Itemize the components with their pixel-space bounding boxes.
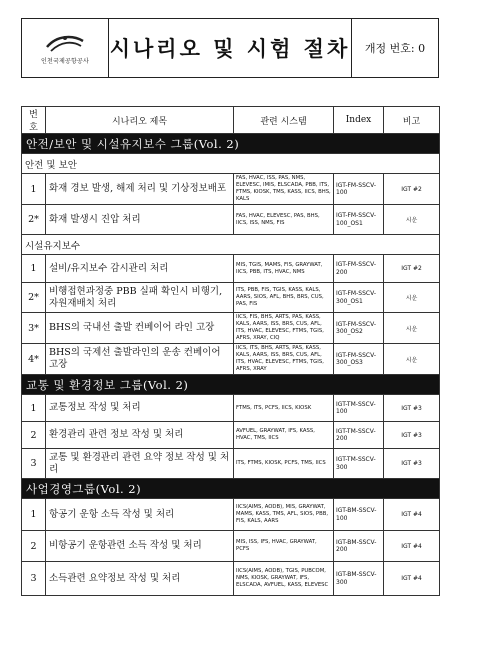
table-body bbox=[22, 134, 440, 596]
scenario-index: IGT-BM-SSCV-100 bbox=[334, 499, 384, 531]
group-title: 안전/보안 및 시설유지보수 그룹(Vol. 2) bbox=[22, 134, 440, 154]
group-header-row bbox=[22, 479, 440, 499]
scenario-title: 설비/유지보수 감시관리 처리 bbox=[46, 255, 234, 283]
document-title: 시나리오 및 시험 절차 bbox=[109, 19, 352, 77]
column-header-note: 비고 bbox=[384, 107, 440, 134]
row-number: 2* bbox=[22, 283, 46, 313]
row-number: 2* bbox=[22, 205, 46, 235]
row-note: 시운 bbox=[384, 205, 440, 235]
table-row bbox=[22, 283, 440, 313]
scenario-title: 비항공기 운항관련 소득 작성 및 처리 bbox=[46, 531, 234, 562]
revision-number: 개정 번호: 0 bbox=[364, 42, 426, 55]
table-row bbox=[22, 562, 440, 596]
scenario-table bbox=[21, 106, 440, 596]
row-note: IGT #3 bbox=[384, 449, 440, 479]
row-number: 1 bbox=[22, 174, 46, 205]
table-row bbox=[22, 205, 440, 235]
row-number: 2 bbox=[22, 531, 46, 562]
scenario-title: 환경관리 관련 정보 작성 및 처리 bbox=[46, 422, 234, 449]
scenario-index: IGT-TM-SSCV-300 bbox=[334, 449, 384, 479]
row-number: 1 bbox=[22, 255, 46, 283]
table-row bbox=[22, 499, 440, 531]
scenario-index: IGT-FM-SSCV-100 bbox=[334, 174, 384, 205]
scenario-index: IGT-TM-SSCV-100 bbox=[334, 395, 384, 422]
row-number: 1 bbox=[22, 499, 46, 531]
row-note: 시운 bbox=[384, 283, 440, 313]
table-row bbox=[22, 395, 440, 422]
column-header-systems: 관련 시스템 bbox=[234, 107, 334, 134]
table-row bbox=[22, 313, 440, 344]
document-header bbox=[21, 18, 439, 78]
table-row bbox=[22, 344, 440, 375]
related-systems: MIS, ISS, IFS, HVAC, GRAYWAT, PCFS bbox=[234, 531, 334, 562]
row-number: 3 bbox=[22, 562, 46, 596]
related-systems: IICS(AIMS, AODB), TGIS, PUBCOM, NMS, KIOSK, GRAYWAT, IFS, ELSCADA, AVFUEL, KASS, ELEVESC bbox=[234, 562, 334, 596]
subgroup-header-row bbox=[22, 154, 440, 174]
related-systems: FAS, HVAC, ISS, PAS, NMS, ELEVESC, IMIS, ELSCADA, PBB, ITS, FTMS, KIOSK, TMS, KASS, IICS, BHS, KALS bbox=[234, 174, 334, 205]
row-note: IGT #4 bbox=[384, 531, 440, 562]
scenario-index: IGT-BM-SSCV-200 bbox=[334, 531, 384, 562]
scenario-title: BHS의 국제선 출발라인의 운송 컨베이어 고장 bbox=[46, 344, 234, 375]
row-note: 시운 bbox=[384, 344, 440, 375]
scenario-index: IGT-TM-SSCV-200 bbox=[334, 422, 384, 449]
scenario-index: IGT-BM-SSCV-300 bbox=[334, 562, 384, 596]
scenario-index: IGT-FM-SSCV-100_OS1 bbox=[334, 205, 384, 235]
related-systems: ITS, FTMS, KIOSK, PCFS, TMS, IICS bbox=[234, 449, 334, 479]
row-note: IGT #4 bbox=[384, 499, 440, 531]
table-header-row bbox=[22, 107, 440, 134]
related-systems: MIS, TGIS, MAMS, FIS, GRAYWAT, IICS, PBB, ITS, HVAC, NMS bbox=[234, 255, 334, 283]
row-number: 1 bbox=[22, 395, 46, 422]
row-note: IGT #2 bbox=[384, 255, 440, 283]
subgroup-title: 안전 및 보안 bbox=[22, 154, 440, 174]
row-note: IGT #3 bbox=[384, 422, 440, 449]
document-page bbox=[21, 18, 439, 596]
scenario-title: 교통 및 환경관리 관련 요약 정보 작성 및 처리 bbox=[46, 449, 234, 479]
row-note: IGT #3 bbox=[384, 395, 440, 422]
scenario-title: 항공기 운항 소득 작성 및 처리 bbox=[46, 499, 234, 531]
row-number: 3* bbox=[22, 313, 46, 344]
scenario-title: BHS의 국내선 출발 컨베이어 라인 고장 bbox=[46, 313, 234, 344]
group-header-row bbox=[22, 375, 440, 395]
row-note: 시운 bbox=[384, 313, 440, 344]
table-row bbox=[22, 174, 440, 205]
row-note: IGT #4 bbox=[384, 562, 440, 596]
row-number: 3 bbox=[22, 449, 46, 479]
row-number: 2 bbox=[22, 422, 46, 449]
related-systems: FTMS, ITS, PCFS, IICS, KIOSK bbox=[234, 395, 334, 422]
group-title: 사업경영그룹(Vol. 2) bbox=[22, 479, 440, 499]
related-systems: ITS, PBB, FIS, TGIS, KASS, KALS, AARS, SIOS, AFL, BHS, BRS, CUS, PAS, FIS bbox=[234, 283, 334, 313]
related-systems: IICS(AIMS, AODB), MIS, GRAYWAT, MAMS, KASS, TMS, AFL, SIOS, PBB, FIS, KALS, AARS bbox=[234, 499, 334, 531]
row-number: 4* bbox=[22, 344, 46, 375]
scenario-title: 비행접현과정중 PBB 실패 확인시 비행기, 자원재배치 처리 bbox=[46, 283, 234, 313]
scenario-index: IGT-FM-SSCV-300_OS2 bbox=[334, 313, 384, 344]
scenario-title: 화재 경보 발생, 해제 처리 및 기상정보배포 bbox=[46, 174, 234, 205]
row-note: IGT #2 bbox=[384, 174, 440, 205]
group-title: 교통 및 환경정보 그룹(Vol. 2) bbox=[22, 375, 440, 395]
scenario-title: 교통정보 작성 및 처리 bbox=[46, 395, 234, 422]
related-systems: IICS, FIS, BHS, ARTS, PAS, KASS, KALS, AARS, ISS, BRS, CUS, AFL, ITS, HVAC, ELEVESC, FTMS, TGIS, AFRS, XRAY, CIQ bbox=[234, 313, 334, 344]
scenario-title: 소득관련 요약정보 작성 및 처리 bbox=[46, 562, 234, 596]
table-row bbox=[22, 449, 440, 479]
airport-logo-icon bbox=[43, 32, 87, 54]
table-row bbox=[22, 255, 440, 283]
scenario-index: IGT-FM-SSCV-300_OS1 bbox=[334, 283, 384, 313]
table-row bbox=[22, 422, 440, 449]
related-systems: AVFUEL, GRAYWAT, IFS, KASS, HVAC, TMS, IICS bbox=[234, 422, 334, 449]
subgroup-title: 시설유지보수 bbox=[22, 235, 440, 255]
column-header-title: 시나리오 제목 bbox=[46, 107, 234, 134]
column-header-index: Index bbox=[334, 107, 384, 134]
logo-box bbox=[22, 19, 109, 77]
related-systems: IICS, ITS, BHS, ARTS, PAS, KASS, KALS, AARS, ISS, BRS, CUS, AFL, ITS, HVAC, ELEVESC, FTMS, TGIS, AFRS, XRAY bbox=[234, 344, 334, 375]
logo-text: 인천국제공항공사 bbox=[41, 57, 89, 65]
subgroup-header-row bbox=[22, 235, 440, 255]
group-header-row bbox=[22, 134, 440, 154]
table-row bbox=[22, 531, 440, 562]
column-header-number: 번호 bbox=[22, 107, 46, 134]
related-systems: FAS, HVAC, ELEVESC, PAS, BHS, IICS, ISS, NMS, FIS bbox=[234, 205, 334, 235]
scenario-title: 화재 발생시 진압 처리 bbox=[46, 205, 234, 235]
scenario-index: IGT-FM-SSCV-300_OS3 bbox=[334, 344, 384, 375]
scenario-index: IGT-FM-SSCV-200 bbox=[334, 255, 384, 283]
